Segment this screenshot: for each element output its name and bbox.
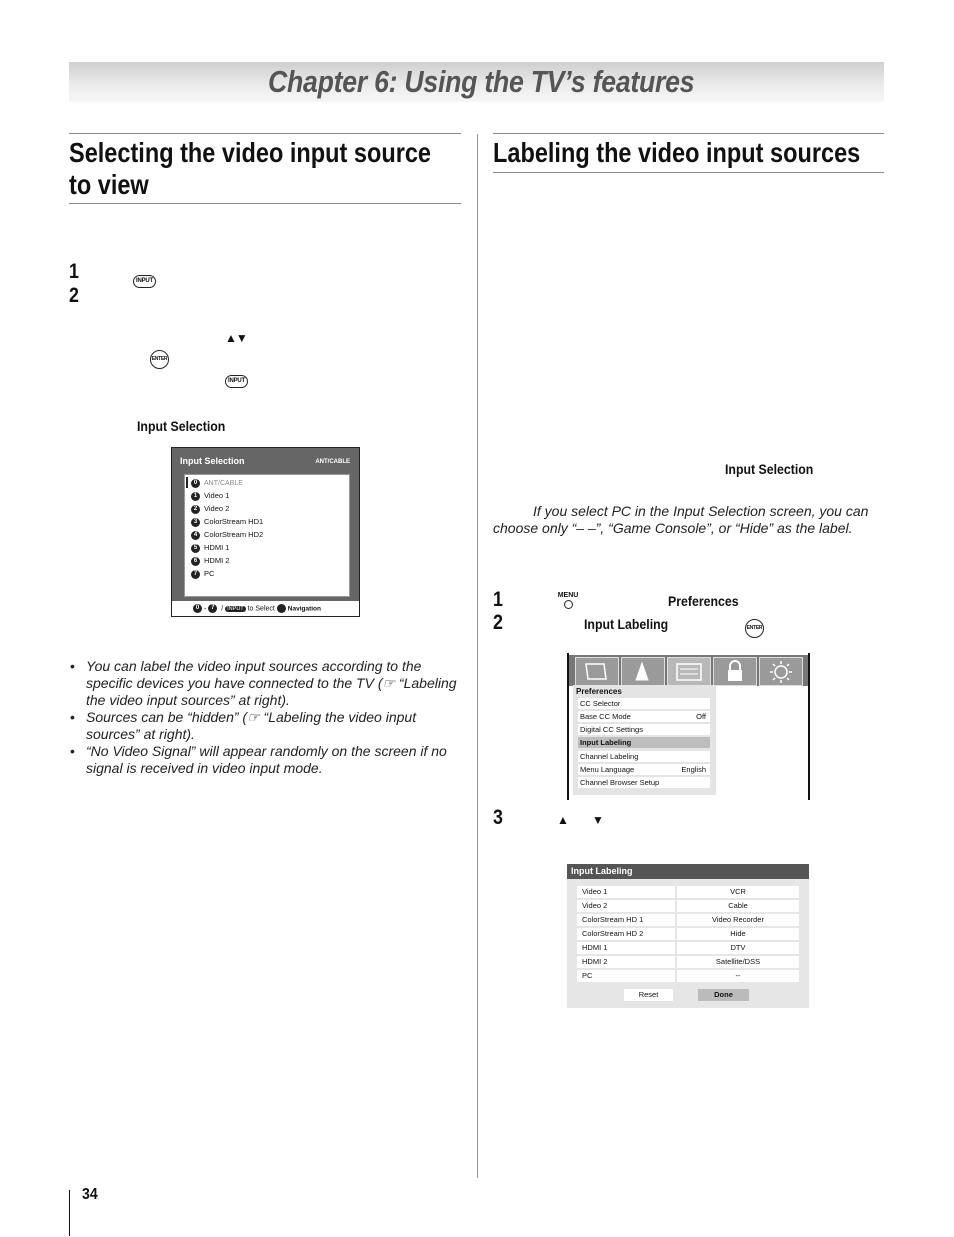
preferences-panel [573,685,716,795]
labeling-row[interactable]: ColorStream HD 1 Video Recorder [577,914,799,926]
section-heading-selecting-line2: to view [69,169,149,200]
page-number-rule [69,1190,70,1236]
section-rule-bottom-right [493,172,884,173]
pref-menu-item[interactable]: Digital CC Settings [578,724,710,735]
input-labeling-title: Input Labeling [567,864,809,879]
note-bullet: • You can label the video input sources according to the specific devices you have connected to the TV (☞ “Labeling the video input sources” at right). [69,658,464,709]
pref-menu-item[interactable]: Channel Browser Setup [578,777,710,788]
menu-icon-bar [569,655,808,686]
source-item[interactable]: 0 ANT/CABLE [191,478,243,488]
current-source: ANT/CABLE [315,459,350,465]
note-bullet: • Sources can be “hidden” (☞ “Labeling the video input sources” at right). [69,709,464,743]
input-labeling-screen [567,864,809,1008]
source-item[interactable]: 3 ColorStream HD1 [191,517,263,527]
enter-button-icon-right: ENTER [745,616,764,638]
pref-menu-item[interactable]: Menu Language English [578,764,710,775]
labeling-row[interactable]: HDMI 2 Satellite/DSS [577,956,799,968]
pref-menu-item[interactable]: Base CC Mode Off [578,711,710,722]
done-button[interactable]: Done [698,989,749,1001]
input-button-icon: INPUT [133,269,156,288]
note-bullet: • “No Video Signal” will appear randomly on the screen if no signal is received in video input mode. [69,743,464,777]
source-item[interactable]: 4 ColorStream HD2 [191,530,263,540]
note-bullet-list [69,658,464,777]
input-labeling-label: Input Labeling [584,616,669,632]
preferences-label: Preferences [668,593,739,609]
preferences-menu-screen [567,653,810,800]
input-selection-label: Input Selection [137,418,226,434]
step-number-2: 2 [69,284,79,307]
input-key-icon: INPUT [227,606,244,613]
source-item[interactable]: 1 Video 1 [191,491,229,501]
step-number-3-right: 3 [493,806,503,829]
input-button-icon-2: INPUT [225,369,248,388]
section-rule-top-right [493,133,884,134]
input-selection-label-right: Input Selection [725,461,814,477]
down-arrow-icon: ▼ [592,813,604,827]
number-key-icon: 0 [193,604,202,613]
chapter-title: Chapter 6: Using the TV’s features [268,64,695,99]
source-item[interactable]: 2 Video 2 [191,504,229,514]
step-number-1: 1 [69,260,79,283]
pref-menu-item-selected[interactable]: Input Labeling [578,737,710,748]
labeling-row[interactable]: PC -- [577,970,799,982]
page-number: 34 [82,1186,98,1203]
input-selection-screen [171,447,360,617]
source-item[interactable]: 6 HDMI 2 [191,556,229,566]
navigation-pad-icon [277,604,286,613]
screen-title: Input Selection [180,456,245,466]
up-down-arrow-icon: ▲▼ [225,331,247,345]
menu-button-icon: MENU [557,592,579,609]
number-key-icon: 7 [208,604,217,613]
preferences-panel-title: Preferences [576,687,622,696]
enter-button-icon: ENTER [150,347,169,369]
step-number-1-right: 1 [493,588,503,611]
lock-menu-icon[interactable] [713,657,757,686]
picture-menu-icon[interactable] [575,657,619,686]
selection-cursor [186,477,188,488]
source-list [184,474,350,597]
screen-footer: 0 - 7 / INPUT to Select Navigation [172,601,359,616]
section-heading-labeling: Labeling the video input sources [493,137,861,168]
labeling-row[interactable]: ColorStream HD 2 Hide [577,928,799,940]
column-divider [477,134,478,1178]
labeling-row[interactable]: Video 1 VCR [577,886,799,898]
pc-label-note: If you select PC in the Input Selection screen, you can choose only “– –”, “Game Console”, or “Hide” as the label. [493,503,869,536]
source-item[interactable]: 7 PC [191,569,214,579]
labeling-row[interactable]: HDMI 1 DTV [577,942,799,954]
pref-menu-item[interactable]: CC Selector [578,698,710,709]
setup-menu-icon[interactable] [759,657,803,686]
reset-button[interactable]: Reset [624,989,673,1001]
preferences-menu-icon[interactable] [667,657,711,686]
labeling-row[interactable]: Video 2 Cable [577,900,799,912]
pref-menu-item[interactable]: Channel Labeling [578,751,710,762]
section-rule-bottom-left [69,203,461,204]
source-item[interactable]: 5 HDMI 1 [191,543,229,553]
section-rule-top-left [69,133,461,134]
step-number-2-right: 2 [493,611,503,634]
up-arrow-icon: ▲ [557,813,569,827]
section-heading-selecting-line1: Selecting the video input source [69,137,432,168]
sound-menu-icon[interactable] [621,657,665,686]
